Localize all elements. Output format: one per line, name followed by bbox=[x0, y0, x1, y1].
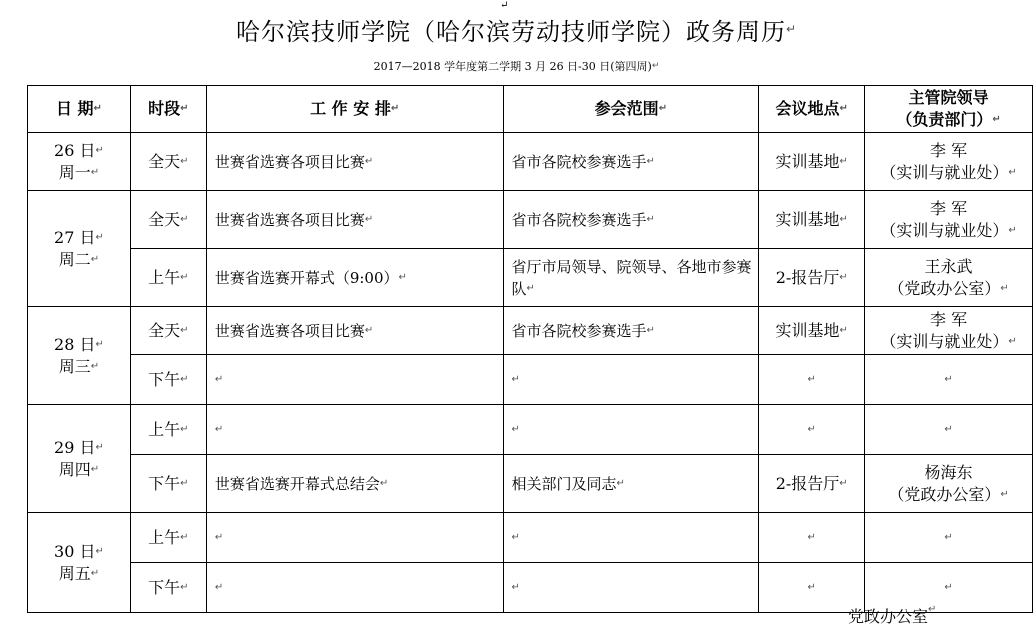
scope-cell: 省市各院校参赛选手↵ bbox=[503, 307, 759, 355]
paragraph-mark: ↵ bbox=[651, 61, 660, 71]
scope-cell: 相关部门及同志↵ bbox=[503, 455, 759, 513]
header-time: 时段↵ bbox=[130, 86, 206, 133]
place-cell: 实训基地↵ bbox=[759, 307, 865, 355]
place-cell: ↵ bbox=[759, 405, 865, 455]
table-row bbox=[28, 133, 1033, 191]
time-cell: 全天↵ bbox=[130, 133, 206, 191]
work-cell: ↵ bbox=[206, 563, 503, 613]
date-cell: 26 日↵ 周一↵ bbox=[28, 133, 131, 191]
date-cell: 29 日↵ 周四↵ bbox=[28, 405, 131, 513]
table-row bbox=[28, 455, 1033, 513]
work-cell: 世赛省选赛各项目比赛↵ bbox=[206, 307, 503, 355]
scope-cell: ↵ bbox=[503, 513, 759, 563]
table-row bbox=[28, 191, 1033, 249]
scope-cell: 省厅市局领导、院领导、各地市参赛队↵ bbox=[503, 249, 759, 307]
work-cell: 世赛省选赛开幕式（9:00）↵ bbox=[206, 249, 503, 307]
work-cell: ↵ bbox=[206, 405, 503, 455]
table-row bbox=[28, 307, 1033, 355]
scope-cell: 省市各院校参赛选手↵ bbox=[503, 133, 759, 191]
header-leader: 主管院领导 （负责部门）↵ bbox=[865, 86, 1033, 133]
paragraph-mark: ↵ bbox=[500, 0, 509, 11]
work-cell: ↵ bbox=[206, 355, 503, 405]
place-cell: ↵ bbox=[759, 563, 865, 613]
time-cell: 下午↵ bbox=[130, 563, 206, 613]
subtitle-text: 2017—2018 学年度第二学期 3 月 26 日-30 日(第四周) bbox=[373, 60, 652, 73]
time-cell: 下午↵ bbox=[130, 455, 206, 513]
place-cell: ↵ bbox=[759, 355, 865, 405]
paragraph-mark: ↵ bbox=[785, 22, 798, 36]
schedule-table bbox=[27, 85, 1033, 613]
leader-cell: ↵ bbox=[865, 563, 1033, 613]
place-cell: 2-报告厅↵ bbox=[759, 249, 865, 307]
footer-signature: 党政办公室↵ bbox=[848, 604, 937, 626]
table-row bbox=[28, 355, 1033, 405]
work-cell: ↵ bbox=[206, 513, 503, 563]
work-cell: 世赛省选赛各项目比赛↵ bbox=[206, 191, 503, 249]
time-cell: 全天↵ bbox=[130, 307, 206, 355]
header-place: 会议地点↵ bbox=[759, 86, 865, 133]
title-text: 哈尔滨技师学院（哈尔滨劳动技师学院）政务周历 bbox=[235, 18, 786, 46]
time-cell: 上午↵ bbox=[130, 249, 206, 307]
scope-cell: ↵ bbox=[503, 563, 759, 613]
date-cell: 28 日↵ 周三↵ bbox=[28, 307, 131, 405]
time-cell: 全天↵ bbox=[130, 191, 206, 249]
page-title bbox=[0, 12, 1033, 47]
leader-cell: 李 军 （实训与就业处）↵ bbox=[865, 191, 1033, 249]
time-cell: 上午↵ bbox=[130, 405, 206, 455]
header-scope: 参会范围↵ bbox=[503, 86, 759, 133]
leader-cell: 王永武 （党政办公室）↵ bbox=[865, 249, 1033, 307]
scope-cell: ↵ bbox=[503, 355, 759, 405]
page-subtitle bbox=[0, 58, 1033, 74]
leader-cell: ↵ bbox=[865, 355, 1033, 405]
leader-cell: ↵ bbox=[865, 513, 1033, 563]
table-row bbox=[28, 249, 1033, 307]
work-cell: 世赛省选赛各项目比赛↵ bbox=[206, 133, 503, 191]
leader-cell: 杨海东 （党政办公室）↵ bbox=[865, 455, 1033, 513]
time-cell: 下午↵ bbox=[130, 355, 206, 405]
header-work: 工 作 安 排↵ bbox=[206, 86, 503, 133]
work-cell: 世赛省选赛开幕式总结会↵ bbox=[206, 455, 503, 513]
table-row bbox=[28, 405, 1033, 455]
leader-cell: 李 军 （实训与就业处）↵ bbox=[865, 133, 1033, 191]
scope-cell: 省市各院校参赛选手↵ bbox=[503, 191, 759, 249]
place-cell: ↵ bbox=[759, 513, 865, 563]
place-cell: 实训基地↵ bbox=[759, 133, 865, 191]
place-cell: 实训基地↵ bbox=[759, 191, 865, 249]
place-cell: 2-报告厅↵ bbox=[759, 455, 865, 513]
header-date: 日 期↵ bbox=[28, 86, 131, 133]
table-header-row bbox=[28, 86, 1033, 133]
leader-cell: ↵ bbox=[865, 405, 1033, 455]
time-cell: 上午↵ bbox=[130, 513, 206, 563]
leader-cell: 李 军 （实训与就业处）↵ bbox=[865, 307, 1033, 355]
table-row bbox=[28, 513, 1033, 563]
date-cell: 27 日↵ 周二↵ bbox=[28, 191, 131, 307]
scope-cell: ↵ bbox=[503, 405, 759, 455]
date-cell: 30 日↵ 周五↵ bbox=[28, 513, 131, 613]
